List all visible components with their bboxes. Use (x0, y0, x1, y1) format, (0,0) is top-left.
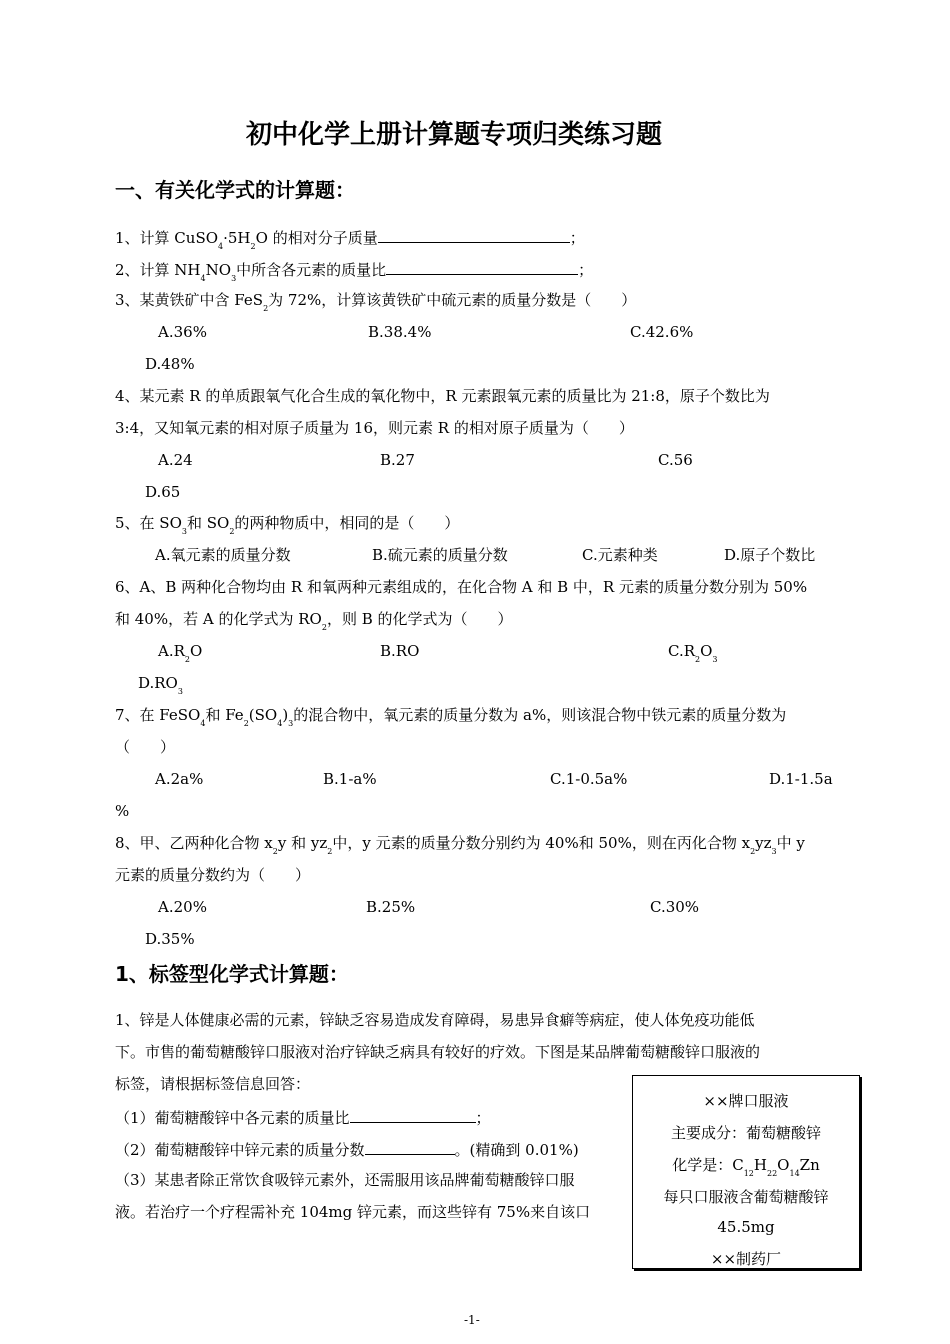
problem-1-sub-2 (115, 1139, 579, 1159)
label-formula-text: Zn (799, 1156, 820, 1174)
p1-s2-text: （2）葡萄糖酸锌中锌元素的质量分数 (115, 1141, 365, 1159)
q5-option-b[interactable]: B.硫元素的质量分数 (372, 546, 508, 564)
label-brand: ××牌口服液 (703, 1092, 789, 1110)
p1-s1-text: （1）葡萄糖酸锌中各元素的质量比 (115, 1109, 350, 1127)
problem-1-line-2: 下。市售的葡萄糖酸锌口服液对治疗锌缺乏病具有较好的疗效。下图是某品牌葡萄糖酸锌口服液的 (115, 1043, 761, 1061)
q7-text: ) (282, 706, 289, 724)
problem-1-sub-3-line-1: （3）某患者除正常饮食吸锌元素外，还需服用该品牌葡萄糖酸锌口服 (115, 1171, 575, 1189)
q7-option-d[interactable]: D.1-1.5a (769, 770, 833, 788)
q3-sub: 2 (263, 304, 269, 313)
q6-sub: 2 (184, 655, 190, 664)
q1-sub: 2 (250, 242, 256, 251)
question-5 (115, 514, 459, 535)
question-7-line-2: （ ） (115, 738, 176, 756)
q8-sub: 3 (771, 847, 777, 856)
q1-text: ； (569, 229, 585, 247)
q8-option-d[interactable]: D.35% (145, 930, 195, 948)
q8-option-a[interactable]: A.20% (158, 898, 207, 916)
q7-option-a[interactable]: A.2a% (155, 770, 204, 788)
question-6-line-1: 6、A、B 两种化合物均由 R 和氧两种元素组成的，在化合物 A 和 B 中，R 元素的质量分数分别为 50% (115, 578, 808, 596)
page-title: 初中化学上册计算题专项归类练习题 (246, 120, 663, 150)
q8-text: yz (755, 834, 772, 852)
q8-text: 8、甲、乙两种化合物 x (115, 834, 273, 852)
label-formula-sub: 22 (766, 1169, 778, 1178)
q7-option-c[interactable]: C.1-0.5a% (550, 770, 628, 788)
q1-text: ·5H (223, 229, 251, 247)
q6-option-a[interactable] (158, 642, 202, 663)
q8-option-b[interactable]: B.25% (366, 898, 416, 916)
q5-text: 和 SO (186, 514, 230, 532)
q2-text: ； (578, 261, 594, 279)
problem-1-line-3: 标签，请根据标签信息回答： (115, 1075, 311, 1093)
p1-s1-answer-blank[interactable] (350, 1107, 476, 1123)
problem-1-sub-1 (115, 1107, 491, 1127)
q8-text: 中 y (776, 834, 805, 852)
label-formula-text: 化学是：C (672, 1156, 744, 1174)
label-amount: 45.5mg (717, 1218, 775, 1236)
q6-option-d-text: D.RO (138, 674, 178, 692)
section-heading-label: 1、标签型化学式计算题： (115, 962, 349, 986)
q5-option-d[interactable]: D.原子个数比 (724, 546, 816, 564)
q1-answer-blank[interactable] (378, 227, 570, 243)
label-formula-text: H (753, 1156, 767, 1174)
label-content-line: 每只口服液含葡萄糖酸锌 (663, 1188, 829, 1206)
question-7-line-1 (115, 706, 786, 727)
q7-sub: 3 (288, 719, 294, 728)
q2-text: NO (205, 261, 232, 279)
p1-s1-text: ； (475, 1109, 491, 1127)
q2-text: 2、计算 NH (115, 261, 201, 279)
q3-option-d[interactable]: D.48% (145, 355, 195, 373)
q3-option-a[interactable]: A.36% (158, 323, 207, 341)
question-8-line-2: 元素的质量分数约为（ ） (115, 866, 311, 884)
q2-sub: 3 (231, 274, 237, 283)
q7-option-b[interactable]: B.1-a% (323, 770, 377, 788)
q5-text: 的两种物质中，相同的是（ ） (234, 514, 460, 532)
q6-sub: 2 (695, 655, 701, 664)
medicine-label-box (632, 1075, 860, 1269)
q8-option-c[interactable]: C.30% (650, 898, 700, 916)
q6-sub: 2 (321, 623, 327, 632)
q6-text: ，则 B 的化学式为（ ） (326, 610, 513, 628)
p1-s2-text: 。(精确到 0.01%) (454, 1141, 579, 1159)
q2-answer-blank[interactable] (386, 259, 578, 275)
label-formula-text: O (777, 1156, 790, 1174)
q8-sub: 2 (750, 847, 756, 856)
label-manufacturer: ××制药厂 (710, 1250, 782, 1268)
q6-option-a-text: O (190, 642, 203, 660)
q5-text: 5、在 SO (115, 514, 182, 532)
q7-sub: 4 (277, 719, 283, 728)
q6-option-c-text: O (700, 642, 713, 660)
q7-option-d-wrap: % (115, 802, 130, 820)
q2-sub: 4 (200, 274, 206, 283)
q3-text: 为 72%，计算该黄铁矿中硫元素的质量分数是（ ） (268, 291, 637, 309)
q8-text: y 和 yz (277, 834, 328, 852)
q7-text: (SO (248, 706, 278, 724)
question-1 (115, 227, 585, 250)
q6-text: 和 40%，若 A 的化学式为 RO (115, 610, 322, 628)
question-4-line-2: 3:4，又知氧元素的相对原子质量为 16，则元素 R 的相对原子质量为（ ） (115, 419, 634, 437)
q5-sub: 2 (229, 527, 235, 536)
q4-option-a[interactable]: A.24 (158, 451, 193, 469)
q4-option-b[interactable]: B.27 (380, 451, 415, 469)
q8-text: 中，y 元素的质量分数分别约为 40%和 50%，则在丙化合物 x (332, 834, 751, 852)
page-number: -1- (464, 1313, 480, 1327)
q5-sub: 3 (181, 527, 187, 536)
q7-text: 和 Fe (205, 706, 244, 724)
q6-option-a-text: A.R (158, 642, 185, 660)
question-6-line-2 (115, 610, 513, 631)
q5-option-a[interactable]: A.氧元素的质量分数 (155, 546, 291, 564)
section-heading-formula: 一、有关化学式的计算题： (115, 178, 355, 202)
q5-option-c[interactable]: C.元素种类 (582, 546, 658, 564)
label-formula-sub: 12 (743, 1169, 754, 1178)
q3-text: 3、某黄铁矿中含 FeS (115, 291, 264, 309)
q7-text: 的混合物中，氧元素的质量分数为 a%，则该混合物中铁元素的质量分数为 (293, 706, 787, 724)
q7-sub: 4 (200, 719, 206, 728)
problem-1-sub-3-line-2: 液。若治疗一个疗程需补充 104mg 锌元素，而这些锌有 75%来自该口 (115, 1203, 591, 1221)
q1-text: O 的相对分子质量 (255, 229, 378, 247)
q4-option-d[interactable]: D.65 (145, 483, 181, 501)
q8-sub: 2 (272, 847, 278, 856)
q3-option-b[interactable]: B.38.4% (368, 323, 432, 341)
question-4-line-1: 4、某元素 R 的单质跟氧气化合生成的氧化物中，R 元素跟氧元素的质量比为 21:8，原子个数比为 (115, 387, 770, 405)
q3-option-c[interactable]: C.42.6% (630, 323, 694, 341)
q7-text: 7、在 FeSO (115, 706, 201, 724)
label-formula-sub: 14 (789, 1169, 800, 1178)
q6-sub: 3 (177, 687, 183, 696)
q8-sub: 2 (327, 847, 333, 856)
question-3 (115, 291, 636, 312)
q6-option-c-text: C.R (668, 642, 696, 660)
q6-option-b[interactable]: B.RO (380, 642, 420, 660)
question-2 (115, 259, 593, 282)
q4-option-c[interactable]: C.56 (658, 451, 693, 469)
q7-sub: 2 (243, 719, 249, 728)
q6-sub: 3 (712, 655, 718, 664)
problem-1-line-1: 1、锌是人体健康必需的元素，锌缺乏容易造成发育障碍，易患异食癖等病症，使人体免疫功能低 (115, 1011, 755, 1029)
q1-sub: 4 (218, 242, 224, 251)
q6-option-d[interactable] (138, 674, 183, 695)
p1-s2-answer-blank[interactable] (365, 1139, 455, 1155)
q2-text: 中所含各元素的质量比 (236, 261, 387, 279)
q1-text: 1、计算 CuSO (115, 229, 219, 247)
question-8-line-1 (115, 834, 805, 855)
q6-option-c[interactable] (668, 642, 718, 663)
label-formula (633, 1154, 859, 1178)
label-main-ingredient: 主要成分：葡萄糖酸锌 (670, 1124, 821, 1142)
